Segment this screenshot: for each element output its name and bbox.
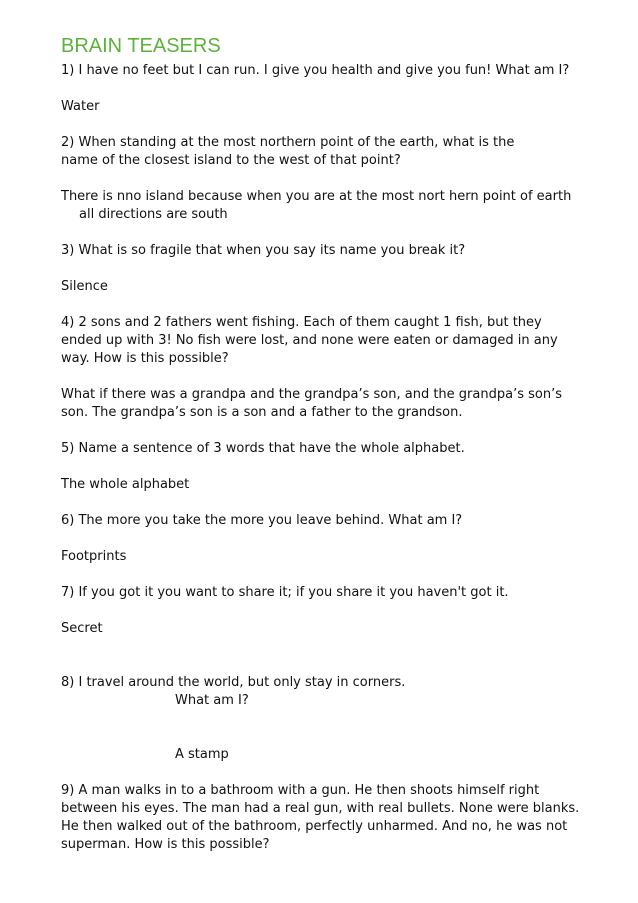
question-4: 4) 2 sons and 2 fathers went fishing. Each of them caught 1 fish, but they ended up with 3! No fish were lost, and none were eaten or damaged in any way. How is this possible? [61, 315, 558, 366]
question-9: 9) A man walks in to a bathroom with a gun. He then shoots himself right between his eyes. The man had a real gun, with real bullets. None were blanks. He then walked out of the bathroom, perfectly unharmed. And no, he was not superman. How is this possible? [61, 783, 580, 852]
answer-8: A stamp [175, 747, 229, 762]
question-8-line-2: What am I? [175, 693, 249, 708]
question-1: 1) I have no feet but I can run. I give you health and give you fun! What am I? [61, 63, 570, 78]
answer-6: Footprints [61, 549, 127, 564]
question-8-line-1: 8) I travel around the world, but only stay in corners. [61, 675, 406, 690]
answer-4: What if there was a grandpa and the grandpa’s son, and the grandpa’s son’s son. The grandpa’s son is a son and a father to the grandson. [61, 387, 562, 420]
question-5: 5) Name a sentence of 3 words that have the whole alphabet. [61, 441, 465, 456]
question-6: 6) The more you take the more you leave behind. What am I? [61, 513, 463, 528]
question-2: 2) When standing at the most northern point of the earth, what is the name of the closest island to the west of that point? [61, 135, 515, 168]
answer-3: Silence [61, 279, 108, 294]
answer-7: Secret [61, 621, 103, 636]
question-8 [61, 656, 581, 728]
answer-2: There is nno island because when you are at the most nort hern point of earth all directions are south [61, 189, 572, 222]
answer-1: Water [61, 99, 100, 114]
page-title: BRAIN TEASERS [61, 35, 221, 57]
question-3: 3) What is so fragile that when you say its name you break it? [61, 243, 466, 258]
question-7: 7) If you got it you want to share it; if you share it you haven't got it. [61, 585, 509, 600]
document-page [61, 34, 581, 872]
answer-5: The whole alphabet [61, 477, 190, 492]
